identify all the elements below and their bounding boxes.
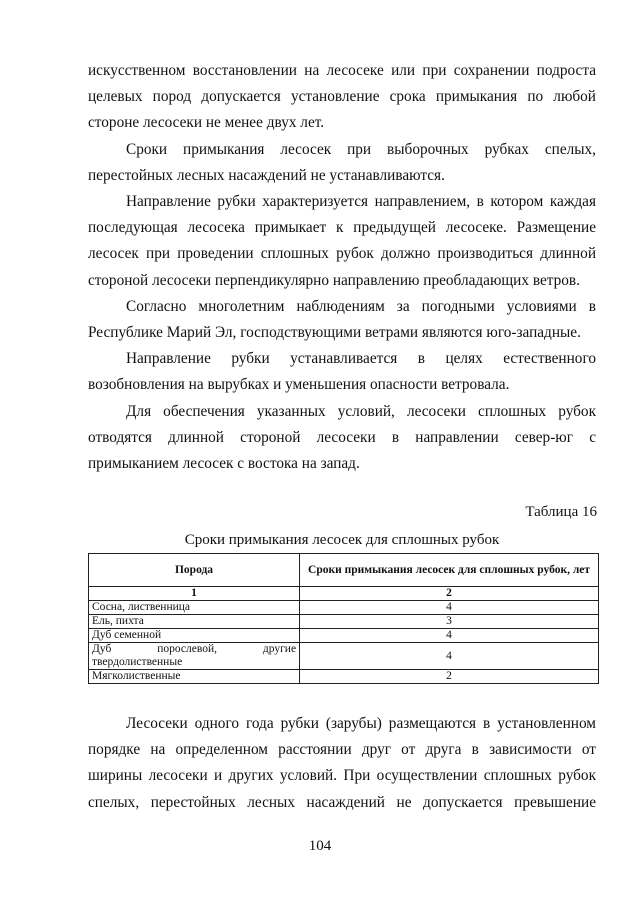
species-cell: Дуб семенной bbox=[89, 629, 300, 643]
years-cell: 4 bbox=[300, 601, 599, 615]
body-text-top bbox=[88, 58, 596, 477]
species-cell: Мягколиственные bbox=[89, 670, 300, 684]
column-number-2: 2 bbox=[300, 587, 599, 601]
table-title: Сроки примыкания лесосек для сплошных рубок bbox=[184, 532, 500, 548]
species-cell: Сосна, лиственница bbox=[89, 601, 300, 615]
header-species: Порода bbox=[89, 554, 300, 587]
table-row bbox=[89, 670, 599, 684]
table-row bbox=[89, 643, 599, 670]
years-cell: 3 bbox=[300, 615, 599, 629]
table-header-row bbox=[89, 554, 599, 587]
header-adjacency-years: Сроки примыкания лесосек для сплошных рубок, лет bbox=[300, 554, 599, 587]
paragraph-selective-cutting: Сроки примыкания лесосек при выборочных рубках спелых, перестойных лесных насаждений не устанавливаются. bbox=[88, 140, 596, 184]
paragraph-conditions: Для обеспечения указанных условий, лесосеки сплошных рубок отводятся длинной стороной лесосеки в направлении север-юг с примыканием лесосек с востока на запад. bbox=[88, 402, 596, 473]
table-row bbox=[89, 601, 599, 615]
body-text-bottom bbox=[88, 711, 596, 816]
paragraph-cutting-placement: Лесосеки одного года рубки (зарубы) размещаются в установленном порядке на определенном расстоянии друг от друга в зависимости от ширины лесосеки и других условий. При осуществлении сплошных рубок спелых, перестойных лесных насаждений не допускается превышение bbox=[88, 715, 596, 811]
column-number-row bbox=[89, 587, 599, 601]
years-cell: 2 bbox=[300, 670, 599, 684]
years-cell: 4 bbox=[300, 629, 599, 643]
paragraph-cutting-direction: Направление рубки характеризуется направлением, в котором каждая последующая лесосека примыкает к предыдущей лесосеке. Размещение лесосек при проведении сплошных рубок должно производиться длинной стороной лесосеки перпендикулярно направлению преобладающих ветров. bbox=[88, 193, 596, 289]
species-cell: Дуб порослевой, другие твердолиственные bbox=[89, 643, 300, 670]
species-cell: Ель, пихта bbox=[89, 615, 300, 629]
column-number-1: 1 bbox=[89, 587, 300, 601]
years-cell: 4 bbox=[300, 643, 599, 670]
table-number-label: Таблица 16 bbox=[525, 504, 597, 520]
paragraph-direction-purpose: Направление рубки устанавливается в целях естественного возобновления на вырубках и уменьшения опасности ветровала. bbox=[88, 350, 596, 394]
table-row bbox=[89, 615, 599, 629]
paragraph-winds: Согласно многолетним наблюдениям за погодными условиями в Республике Марий Эл, господствующими ветрами являются юго-западные. bbox=[88, 297, 596, 342]
table-row bbox=[89, 629, 599, 643]
page-number: 104 bbox=[308, 838, 332, 854]
paragraph-continuation: искусственном восстановлении на лесосеке или при сохранении подроста целевых пород допускается установление срока примыкания по любой стороне лесосеки не менее двух лет. bbox=[88, 62, 596, 132]
adjacency-periods-table bbox=[88, 553, 599, 684]
